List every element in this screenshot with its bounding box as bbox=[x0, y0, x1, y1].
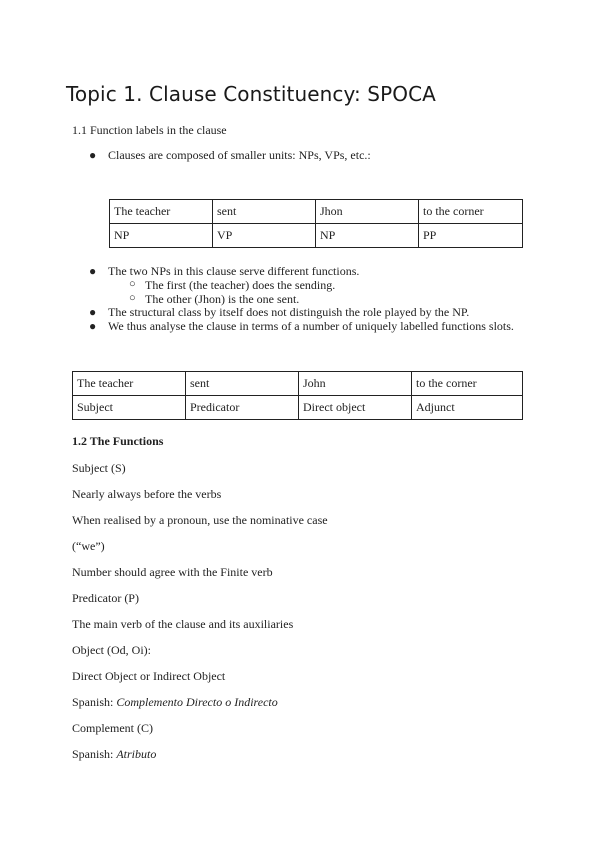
table-cell: John bbox=[299, 372, 412, 396]
bullet-dot-icon: ● bbox=[89, 305, 97, 319]
table-cell: NP bbox=[110, 224, 213, 248]
spanish-term: Complemento Directo o Indirecto bbox=[116, 695, 278, 709]
table-cell: PP bbox=[419, 224, 523, 248]
table-row bbox=[110, 200, 523, 224]
sub-bullet-text: The first (the teacher) does the sending. bbox=[145, 278, 336, 292]
text-line: Predicator (P) bbox=[72, 591, 139, 605]
text-line: Complement (C) bbox=[72, 721, 153, 735]
table-row bbox=[110, 224, 523, 248]
table-cell: VP bbox=[213, 224, 316, 248]
text-line: Direct Object or Indirect Object bbox=[72, 669, 226, 683]
text-line: Subject (S) bbox=[72, 461, 126, 475]
bullet-item bbox=[89, 264, 360, 278]
table-row bbox=[73, 372, 523, 396]
table-cell: to the corner bbox=[419, 200, 523, 224]
text-line: Number should agree with the Finite verb bbox=[72, 565, 273, 579]
text-line: When realised by a pronoun, use the nominative case bbox=[72, 513, 328, 527]
bullet-item bbox=[89, 148, 371, 162]
table-cell: Adjunct bbox=[412, 396, 523, 420]
np-vp-table bbox=[109, 199, 523, 248]
spanish-line bbox=[72, 747, 156, 761]
spanish-term: Atributo bbox=[116, 747, 157, 761]
circle-bullet-icon: ○ bbox=[129, 278, 136, 290]
bullet-text: The two NPs in this clause serve different functions. bbox=[108, 264, 360, 278]
text-line: Nearly always before the verbs bbox=[72, 487, 222, 501]
sub-bullet-item bbox=[129, 278, 336, 292]
table-cell: Predicator bbox=[186, 396, 299, 420]
table-cell: sent bbox=[186, 372, 299, 396]
table-row bbox=[73, 396, 523, 420]
bullet-text: We thus analyse the clause in terms of a number of uniquely labelled functions slots. bbox=[108, 319, 514, 333]
table-cell: sent bbox=[213, 200, 316, 224]
sub-bullet-item bbox=[129, 292, 300, 306]
spanish-label: Spanish: bbox=[72, 747, 117, 761]
bullet-item bbox=[89, 305, 470, 319]
bullet-dot-icon: ● bbox=[89, 319, 97, 333]
sub-bullet-text: The other (Jhon) is the one sent. bbox=[145, 292, 300, 306]
table-cell: to the corner bbox=[412, 372, 523, 396]
table-cell: NP bbox=[316, 224, 419, 248]
spanish-label: Spanish: bbox=[72, 695, 117, 709]
circle-bullet-icon: ○ bbox=[129, 292, 136, 304]
table-cell: The teacher bbox=[110, 200, 213, 224]
text-line: Object (Od, Oi): bbox=[72, 643, 151, 657]
spanish-line bbox=[72, 695, 278, 709]
text-line: (“we”) bbox=[72, 539, 105, 553]
bullet-text: The structural class by itself does not distinguish the role played by the NP. bbox=[108, 305, 470, 319]
table-cell: Direct object bbox=[299, 396, 412, 420]
bullet-dot-icon: ● bbox=[89, 148, 97, 162]
section-heading-functions: 1.2 The Functions bbox=[72, 434, 164, 448]
page-title: Topic 1. Clause Constituency: SPOCA bbox=[66, 82, 436, 106]
table-cell: Jhon bbox=[316, 200, 419, 224]
functions-table bbox=[72, 371, 523, 420]
bullet-text: Clauses are composed of smaller units: NPs, VPs, etc.: bbox=[108, 148, 371, 162]
section-heading-function-labels: 1.1 Function labels in the clause bbox=[72, 123, 227, 137]
bullet-item bbox=[89, 319, 514, 333]
text-line: The main verb of the clause and its auxiliaries bbox=[72, 617, 294, 631]
bullet-dot-icon: ● bbox=[89, 264, 97, 278]
table-cell: Subject bbox=[73, 396, 186, 420]
table-cell: The teacher bbox=[73, 372, 186, 396]
